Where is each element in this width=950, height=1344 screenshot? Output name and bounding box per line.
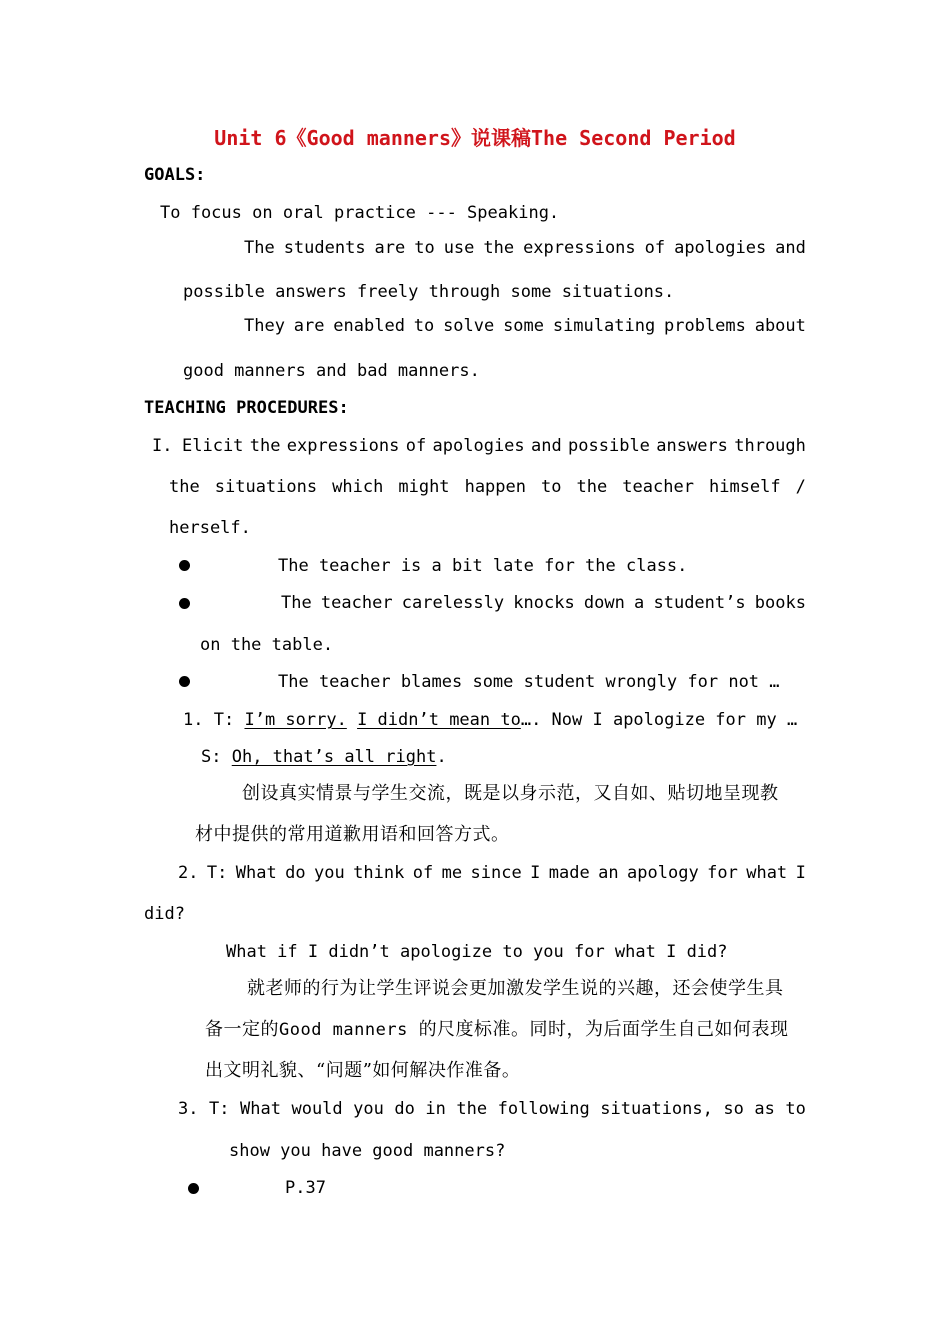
goals-heading: GOALS:: [144, 165, 206, 185]
phrase-didnt-mean-to: I didn’t mean to: [357, 710, 521, 730]
phrase-im-sorry: I’m sorry.: [244, 710, 347, 730]
situation-1-text: The teacher is a bit late for the class.: [278, 556, 688, 576]
step-1-student-line: S: Oh, that’s all right.: [201, 747, 447, 767]
situation-2-line-1: The teacher carelessly knocks down a student’s books: [281, 593, 806, 613]
bullet-dot-icon: [188, 1183, 199, 1194]
step-1-teacher-line: [183, 709, 797, 731]
situation-3-text: The teacher blames some student wrongly for not …: [278, 672, 780, 692]
step-1-number: 1.: [183, 710, 204, 730]
goal-item-2-line-2: possible answers freely through some situations.: [183, 282, 675, 302]
goal-item-3-line-1: They are enabled to solve some simulating problems about: [244, 316, 806, 336]
section-1-text-line-1: Elicit the expressions of apologies and possible answers through: [182, 436, 806, 456]
section-1-numeral: I.: [152, 436, 173, 456]
goal-item-1-text: To focus on oral practice --- Speaking.: [160, 203, 560, 223]
goal-item-2-line-1: The students are to use the expressions of apologies and: [244, 238, 806, 258]
bullet-dot-icon: [179, 560, 190, 571]
step-1-note-line-2: 材中提供的常用道歉用语和回答方式。: [195, 824, 510, 845]
document-title: Unit 6《Good manners》说课稿The Second Period: [214, 126, 736, 150]
goal-item-3-line-2: good manners and bad manners.: [183, 361, 480, 381]
situation-2-line-2: on the table.: [200, 635, 334, 655]
section-1-text-line-3: herself.: [169, 518, 251, 538]
step-2-question-1-line-2: did?: [144, 904, 185, 924]
step-3-question-line-1: 3. T: What would you do in the following situations, so as to: [178, 1099, 806, 1119]
phrase-thats-all-right: Oh, that’s all right: [231, 747, 437, 767]
teacher-line-rest: …. Now I apologize for my …: [520, 710, 798, 730]
teacher-label: T:: [213, 710, 235, 730]
step-1-note-line-1: 创设真实情景与学生交流，既是以身示范，又自如、贴切地呈现教: [242, 783, 779, 804]
section-1-text-line-2: the situations which might happen to the teacher himself /: [169, 477, 806, 497]
student-label: S:: [201, 747, 222, 767]
step-2-note-line-1: 就老师的行为让学生评说会更加激发学生说的兴趣，还会使学生具: [247, 978, 784, 999]
procedures-heading: TEACHING PROCEDURES:: [144, 398, 349, 418]
step-2-note-line-2: 备一定的Good manners 的尺度标准。同时，为后面学生自己如何表现: [205, 1019, 789, 1040]
bullet-dot-icon: [179, 598, 190, 609]
step-2-question-2: What if I didn’t apologize to you for what I did?: [226, 942, 728, 962]
step-2-note-line-3: 出文明礼貌、“问题”如何解决作准备。: [205, 1060, 521, 1081]
step-3-bullet-text: P.37: [285, 1178, 326, 1198]
goal-item-1: [160, 202, 559, 224]
bullet-dot-icon: [179, 676, 190, 687]
step-3-question-line-2: show you have good manners?: [229, 1141, 506, 1161]
step-2-question-1-line-1: 2. T: What do you think of me since I made an apology for what I: [178, 863, 806, 883]
